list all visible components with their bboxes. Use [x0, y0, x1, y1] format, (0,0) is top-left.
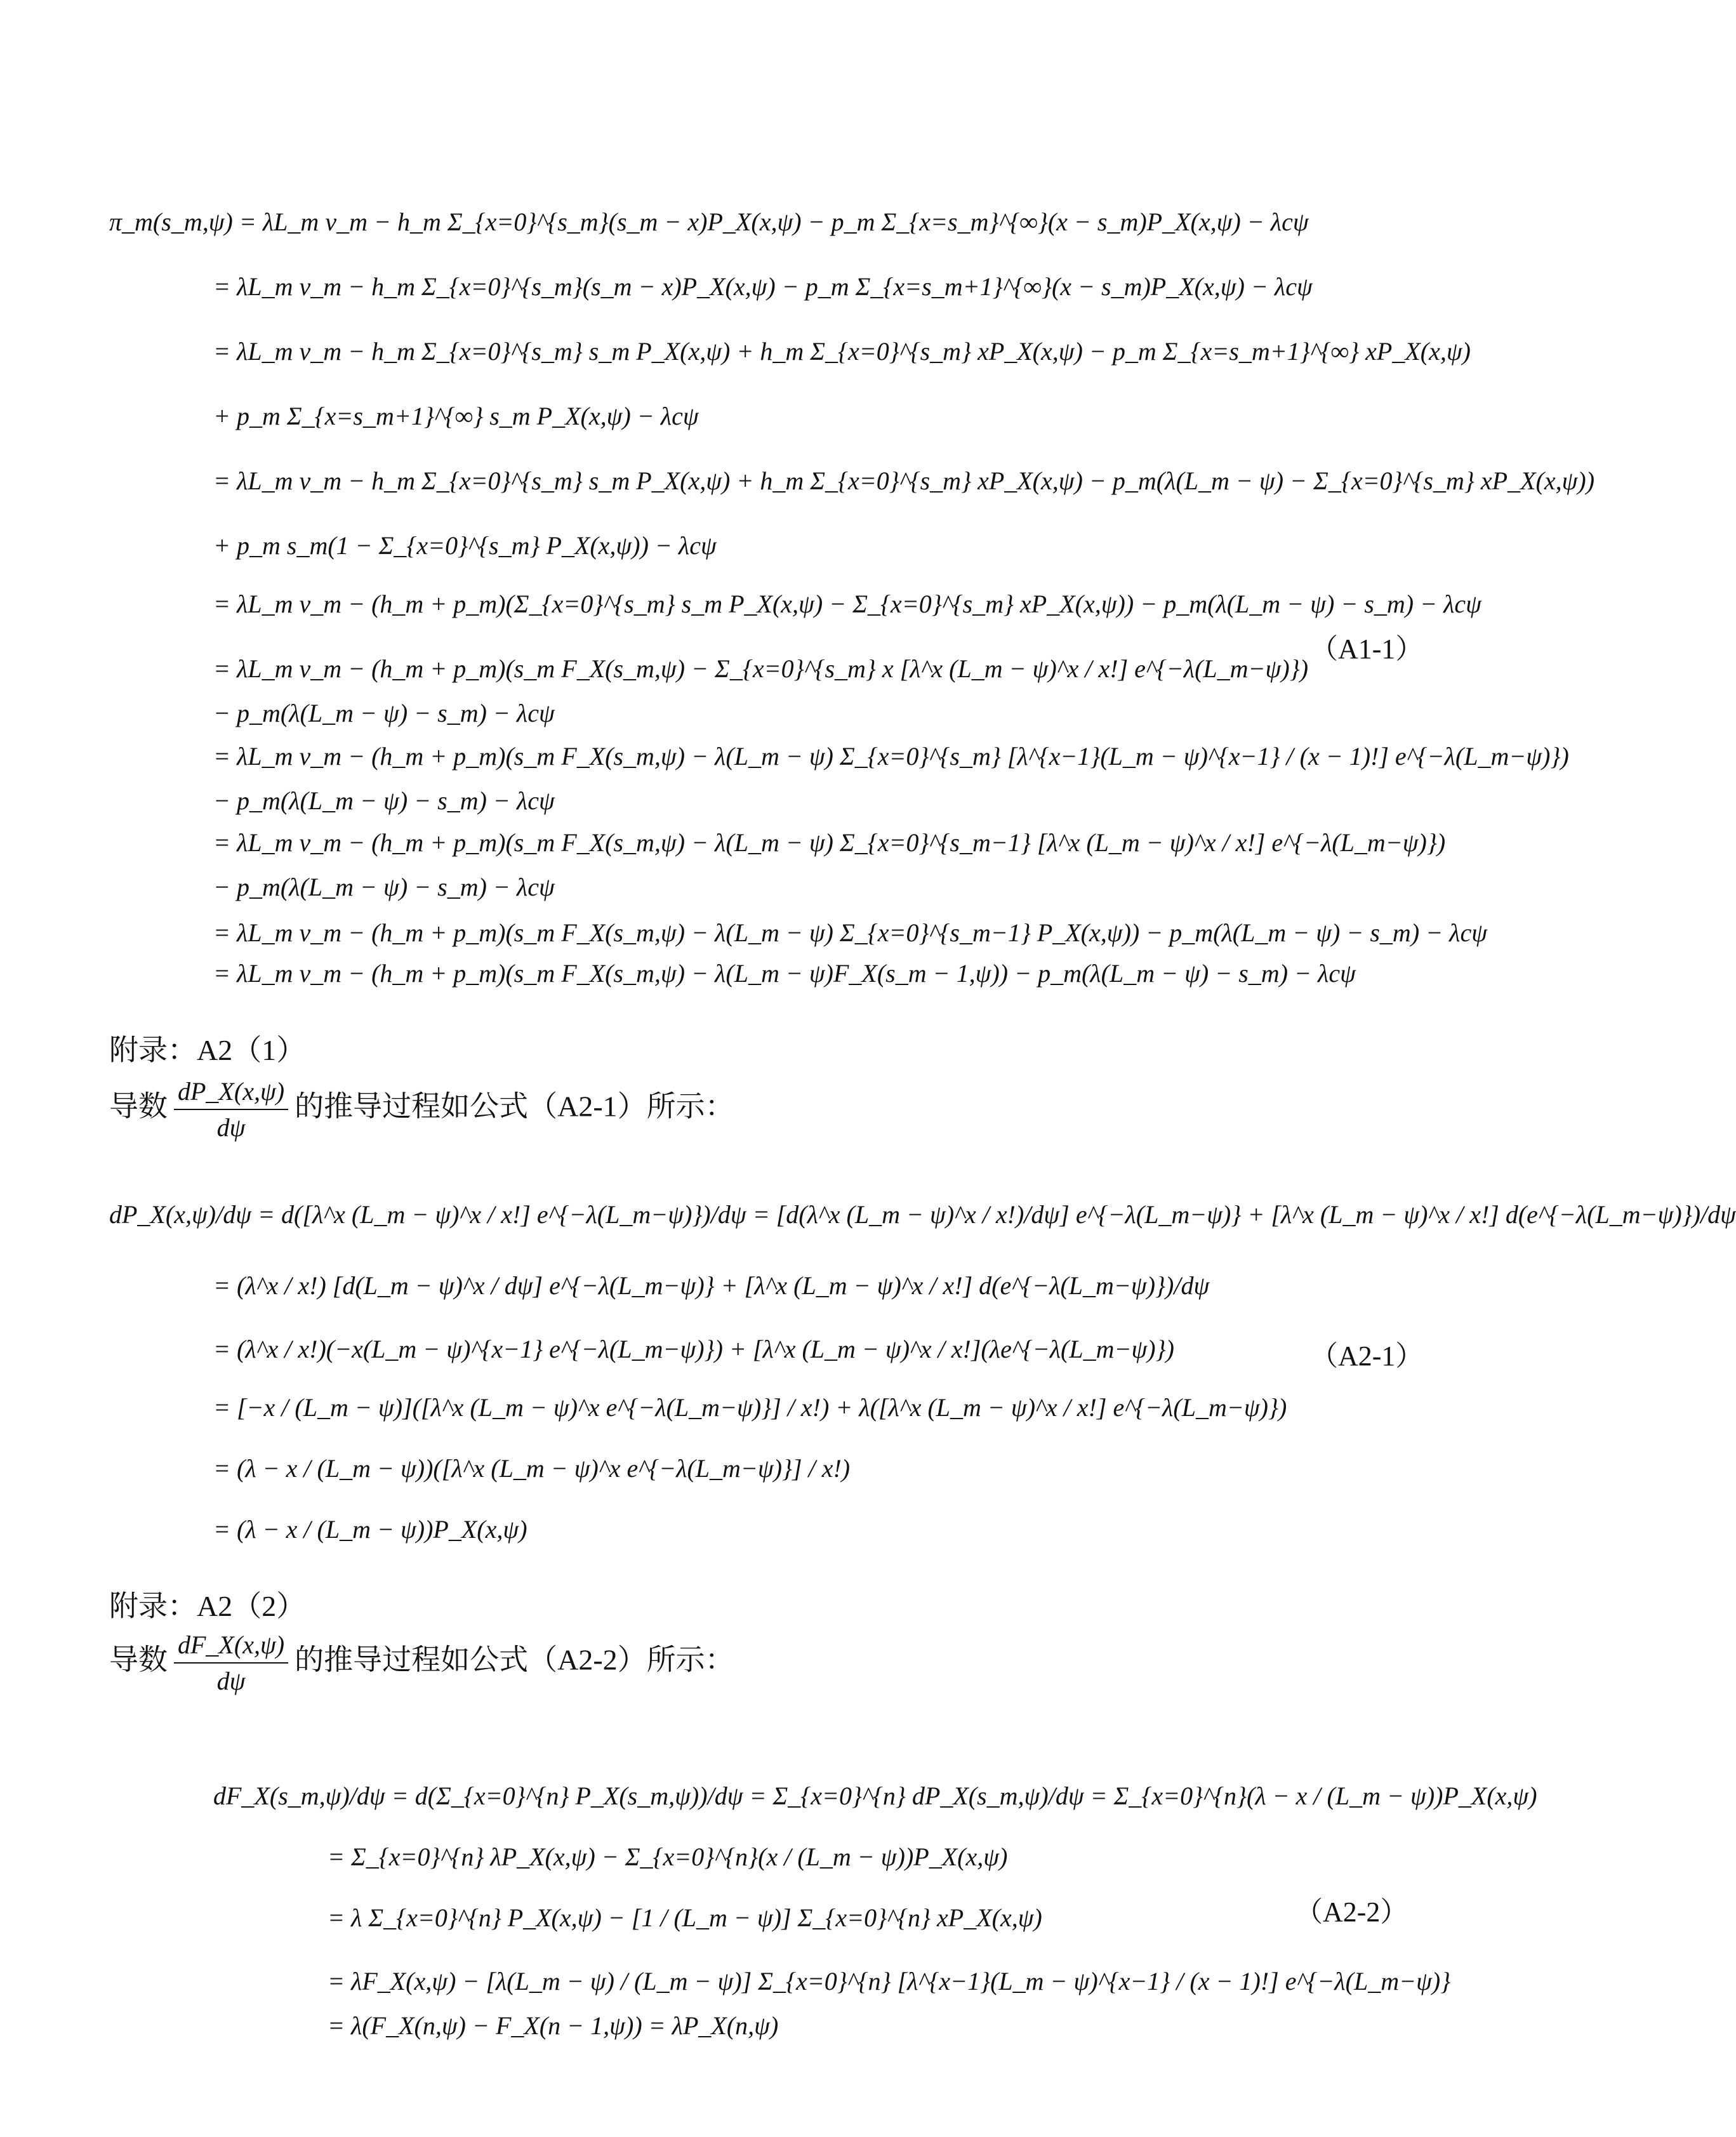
a2-1-line-3: = (λ^x / x!)(−x(L_m − ψ)^{x−1} e^{−λ(L_m−ψ)}) + [λ^x (L_m − ψ)^x / x!](λe^{−λ(L_m−ψ)})	[213, 1335, 1174, 1363]
a2-1-intro-prefix: 导数	[109, 1090, 168, 1123]
a2-1-line-6: = (λ − x / (L_m − ψ))P_X(x,ψ)	[213, 1515, 527, 1544]
a1-line-5: = λL_m v_m − h_m Σ_{x=0}^{s_m} s_m P_X(x,ψ) + h_m Σ_{x=0}^{s_m} xP_X(x,ψ) − p_m(λ(L_m − ψ) − Σ_{x=0}^{s_m} xP_X(x,ψ))	[213, 466, 1595, 495]
a2-2-intro-suffix: 的推导过程如公式（A2-2）所示：	[295, 1643, 734, 1676]
a2-1-intro-fraction	[174, 1076, 288, 1142]
a2-2-line-2: = Σ_{x=0}^{n} λP_X(x,ψ) − Σ_{x=0}^{n}(x / (L_m − ψ))P_X(x,ψ)	[328, 1843, 1008, 1871]
a2-1-line-5: = (λ − x / (L_m − ψ))([λ^x (L_m − ψ)^x e^{−λ(L_m−ψ)}] / x!)	[213, 1454, 851, 1483]
a1-line-1: π_m(s_m,ψ) = λL_m v_m − h_m Σ_{x=0}^{s_m}(s_m − x)P_X(x,ψ) − p_m Σ_{x=s_m}^{∞}(x − s_m)P_X(x,ψ) − λcψ	[109, 208, 1309, 236]
a1-line-7: = λL_m v_m − (h_m + p_m)(Σ_{x=0}^{s_m} s_m P_X(x,ψ) − Σ_{x=0}^{s_m} xP_X(x,ψ)) − p_m(λ(L_m − ψ) − s_m) − λcψ	[213, 590, 1482, 618]
a2-2-line-3: = λ Σ_{x=0}^{n} P_X(x,ψ) − [1 / (L_m − ψ)] Σ_{x=0}^{n} xP_X(x,ψ)	[328, 1903, 1042, 1932]
a1-line-8: = λL_m v_m − (h_m + p_m)(s_m F_X(s_m,ψ) − Σ_{x=0}^{s_m} x [λ^x (L_m − ψ)^x / x!] e^{−λ(L_m−ψ)})	[213, 654, 1309, 683]
a1-line-2: = λL_m v_m − h_m Σ_{x=0}^{s_m}(s_m − x)P_X(x,ψ) − p_m Σ_{x=s_m+1}^{∞}(x − s_m)P_X(x,ψ) − λcψ	[213, 272, 1313, 301]
a1-line-10: = λL_m v_m − (h_m + p_m)(s_m F_X(s_m,ψ) − λ(L_m − ψ) Σ_{x=0}^{s_m} [λ^{x−1}(L_m − ψ)^{x−1} / (x − 1)!] e^{−λ(L_m−ψ)})	[213, 742, 1569, 771]
a2-2-line-4: = λF_X(x,ψ) − [λ(L_m − ψ) / (L_m − ψ)] Σ_{x=0}^{n} [λ^{x−1}(L_m − ψ)^{x−1} / (x − 1)!] e^{−λ(L_m−ψ)}	[328, 1967, 1451, 1995]
a2-2-intro-frac-num: dF_X(x,ψ)	[174, 1630, 288, 1664]
a2-1-intro	[109, 1076, 734, 1142]
a2-1-line-4: = [−x / (L_m − ψ)]([λ^x (L_m − ψ)^x e^{−λ(L_m−ψ)}] / x!) + λ([λ^x (L_m − ψ)^x / x!] e^{−λ(L_m−ψ)})	[213, 1393, 1287, 1422]
a2-1-equation-number: （A2-1）	[1310, 1340, 1424, 1372]
a2-2-intro	[109, 1630, 734, 1696]
a2-1-intro-suffix: 的推导过程如公式（A2-1）所示：	[295, 1090, 734, 1123]
a2-1-intro-frac-num: dP_X(x,ψ)	[174, 1076, 288, 1110]
a2-1-line-1: dP_X(x,ψ)/dψ = d([λ^x (L_m − ψ)^x / x!] e^{−λ(L_m−ψ)})/dψ = [d(λ^x (L_m − ψ)^x / x!)/dψ] e^{−λ(L_m−ψ)} + [λ^x (L_m − ψ)^x / x!] d(e^{−λ(L_m−ψ)})/dψ	[109, 1200, 1736, 1229]
a2-2-intro-frac-den: dψ	[216, 1667, 246, 1695]
a2-1-line-2: = (λ^x / x!) [d(L_m − ψ)^x / dψ] e^{−λ(L_m−ψ)} + [λ^x (L_m − ψ)^x / x!] d(e^{−λ(L_m−ψ)})/dψ	[213, 1271, 1210, 1300]
a2-2-line-5: = λ(F_X(n,ψ) − F_X(n − 1,ψ)) = λP_X(n,ψ)	[328, 2011, 779, 2040]
a1-line-3: = λL_m v_m − h_m Σ_{x=0}^{s_m} s_m P_X(x,ψ) + h_m Σ_{x=0}^{s_m} xP_X(x,ψ) − p_m Σ_{x=s_m+1}^{∞} xP_X(x,ψ)	[213, 337, 1471, 366]
a1-line-12: = λL_m v_m − (h_m + p_m)(s_m F_X(s_m,ψ) − λ(L_m − ψ) Σ_{x=0}^{s_m−1} [λ^x (L_m − ψ)^x / x!] e^{−λ(L_m−ψ)})	[213, 828, 1446, 857]
a1-line-9: − p_m(λ(L_m − ψ) − s_m) − λcψ	[213, 699, 555, 727]
a2-2-intro-fraction	[174, 1630, 288, 1696]
a2-2-heading: 附录：A2（2）	[109, 1590, 306, 1622]
a1-line-14: = λL_m v_m − (h_m + p_m)(s_m F_X(s_m,ψ) − λ(L_m − ψ) Σ_{x=0}^{s_m−1} P_X(x,ψ)) − p_m(λ(L_m − ψ) − s_m) − λcψ	[213, 918, 1488, 947]
a1-line-13: − p_m(λ(L_m − ψ) − s_m) − λcψ	[213, 873, 555, 901]
a1-equation-number: （A1-1）	[1310, 633, 1424, 665]
a1-line-11: − p_m(λ(L_m − ψ) − s_m) − λcψ	[213, 786, 555, 815]
a1-line-15: = λL_m v_m − (h_m + p_m)(s_m F_X(s_m,ψ) − λ(L_m − ψ)F_X(s_m − 1,ψ)) − p_m(λ(L_m − ψ) − s_m) − λcψ	[213, 959, 1356, 988]
a2-1-intro-frac-den: dψ	[216, 1113, 246, 1142]
a1-line-6: + p_m s_m(1 − Σ_{x=0}^{s_m} P_X(x,ψ)) − λcψ	[213, 531, 717, 560]
a2-2-line-1: dF_X(s_m,ψ)/dψ = d(Σ_{x=0}^{n} P_X(s_m,ψ))/dψ = Σ_{x=0}^{n} dP_X(s_m,ψ)/dψ = Σ_{x=0}^{n}(λ − x / (L_m − ψ))P_X(x,ψ)	[213, 1782, 1537, 1810]
a2-2-intro-prefix: 导数	[109, 1643, 168, 1676]
a2-1-heading: 附录：A2（1）	[109, 1034, 306, 1066]
a2-2-equation-number: （A2-2）	[1295, 1896, 1408, 1928]
a1-line-4: + p_m Σ_{x=s_m+1}^{∞} s_m P_X(x,ψ) − λcψ	[213, 402, 699, 430]
